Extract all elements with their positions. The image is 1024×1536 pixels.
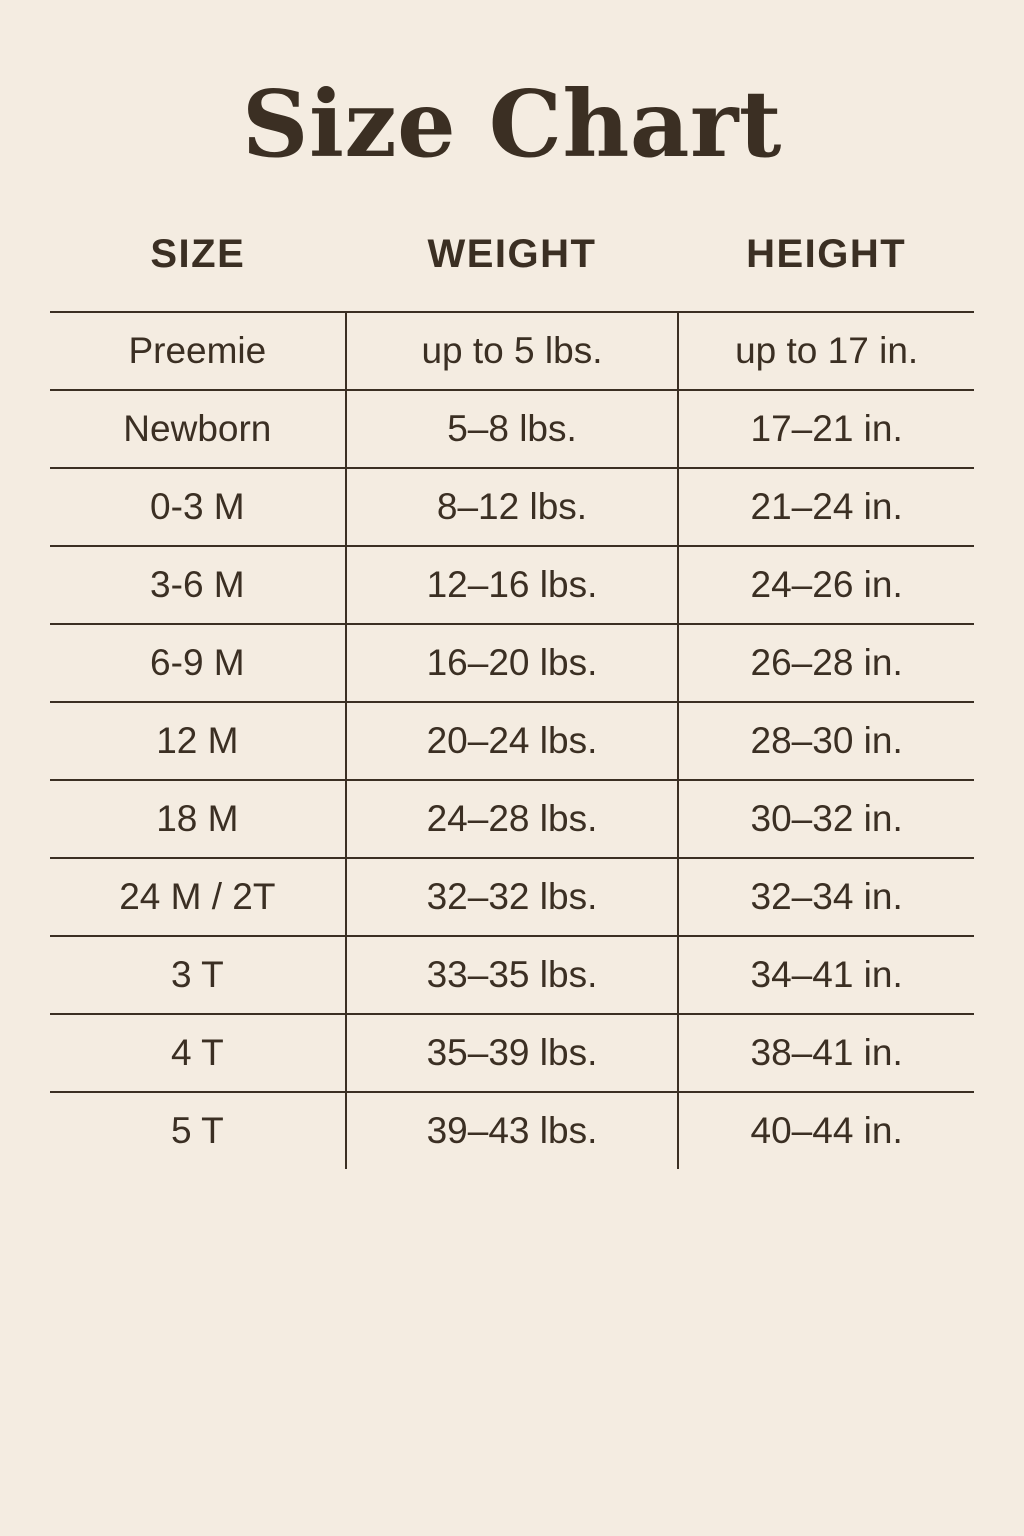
cell-size: Preemie	[50, 312, 346, 390]
cell-size: 3 T	[50, 936, 346, 1014]
cell-weight: 24–28 lbs.	[346, 780, 679, 858]
cell-weight: 35–39 lbs.	[346, 1014, 679, 1092]
cell-size: Newborn	[50, 390, 346, 468]
table-body	[50, 312, 974, 1169]
cell-size: 24 M / 2T	[50, 858, 346, 936]
cell-size: 5 T	[50, 1092, 346, 1169]
table-row	[50, 858, 974, 936]
cell-weight: 5–8 lbs.	[346, 390, 679, 468]
cell-weight: 32–32 lbs.	[346, 858, 679, 936]
table-header	[50, 232, 974, 312]
cell-weight: 39–43 lbs.	[346, 1092, 679, 1169]
table-row	[50, 468, 974, 546]
cell-size: 0-3 M	[50, 468, 346, 546]
table-row	[50, 1014, 974, 1092]
cell-weight: 8–12 lbs.	[346, 468, 679, 546]
cell-size: 4 T	[50, 1014, 346, 1092]
table-row	[50, 936, 974, 1014]
table-row	[50, 390, 974, 468]
cell-height: 26–28 in.	[678, 624, 974, 702]
table-row	[50, 312, 974, 390]
column-header-height: HEIGHT	[746, 232, 907, 276]
size-chart-table-container	[50, 170, 974, 1169]
cell-height: up to 17 in.	[678, 312, 974, 390]
cell-size: 6-9 M	[50, 624, 346, 702]
cell-size: 18 M	[50, 780, 346, 858]
page-title: Size Chart	[242, 70, 782, 178]
cell-weight: 12–16 lbs.	[346, 546, 679, 624]
cell-height: 30–32 in.	[678, 780, 974, 858]
column-header-weight: WEIGHT	[427, 232, 597, 276]
cell-weight: 33–35 lbs.	[346, 936, 679, 1014]
cell-size: 3-6 M	[50, 546, 346, 624]
cell-height: 34–41 in.	[678, 936, 974, 1014]
table-row	[50, 1092, 974, 1169]
cell-weight: 20–24 lbs.	[346, 702, 679, 780]
table-row	[50, 624, 974, 702]
size-chart-table	[50, 232, 974, 1169]
cell-weight: up to 5 lbs.	[346, 312, 679, 390]
cell-weight: 16–20 lbs.	[346, 624, 679, 702]
column-header-size: SIZE	[150, 232, 246, 276]
table-row	[50, 546, 974, 624]
cell-size: 12 M	[50, 702, 346, 780]
cell-height: 38–41 in.	[678, 1014, 974, 1092]
cell-height: 32–34 in.	[678, 858, 974, 936]
cell-height: 17–21 in.	[678, 390, 974, 468]
cell-height: 21–24 in.	[678, 468, 974, 546]
table-row	[50, 780, 974, 858]
table-row	[50, 702, 974, 780]
table-header-row	[50, 232, 974, 312]
cell-height: 40–44 in.	[750, 1110, 903, 1151]
cell-height: 24–26 in.	[678, 546, 974, 624]
cell-height: 28–30 in.	[678, 702, 974, 780]
